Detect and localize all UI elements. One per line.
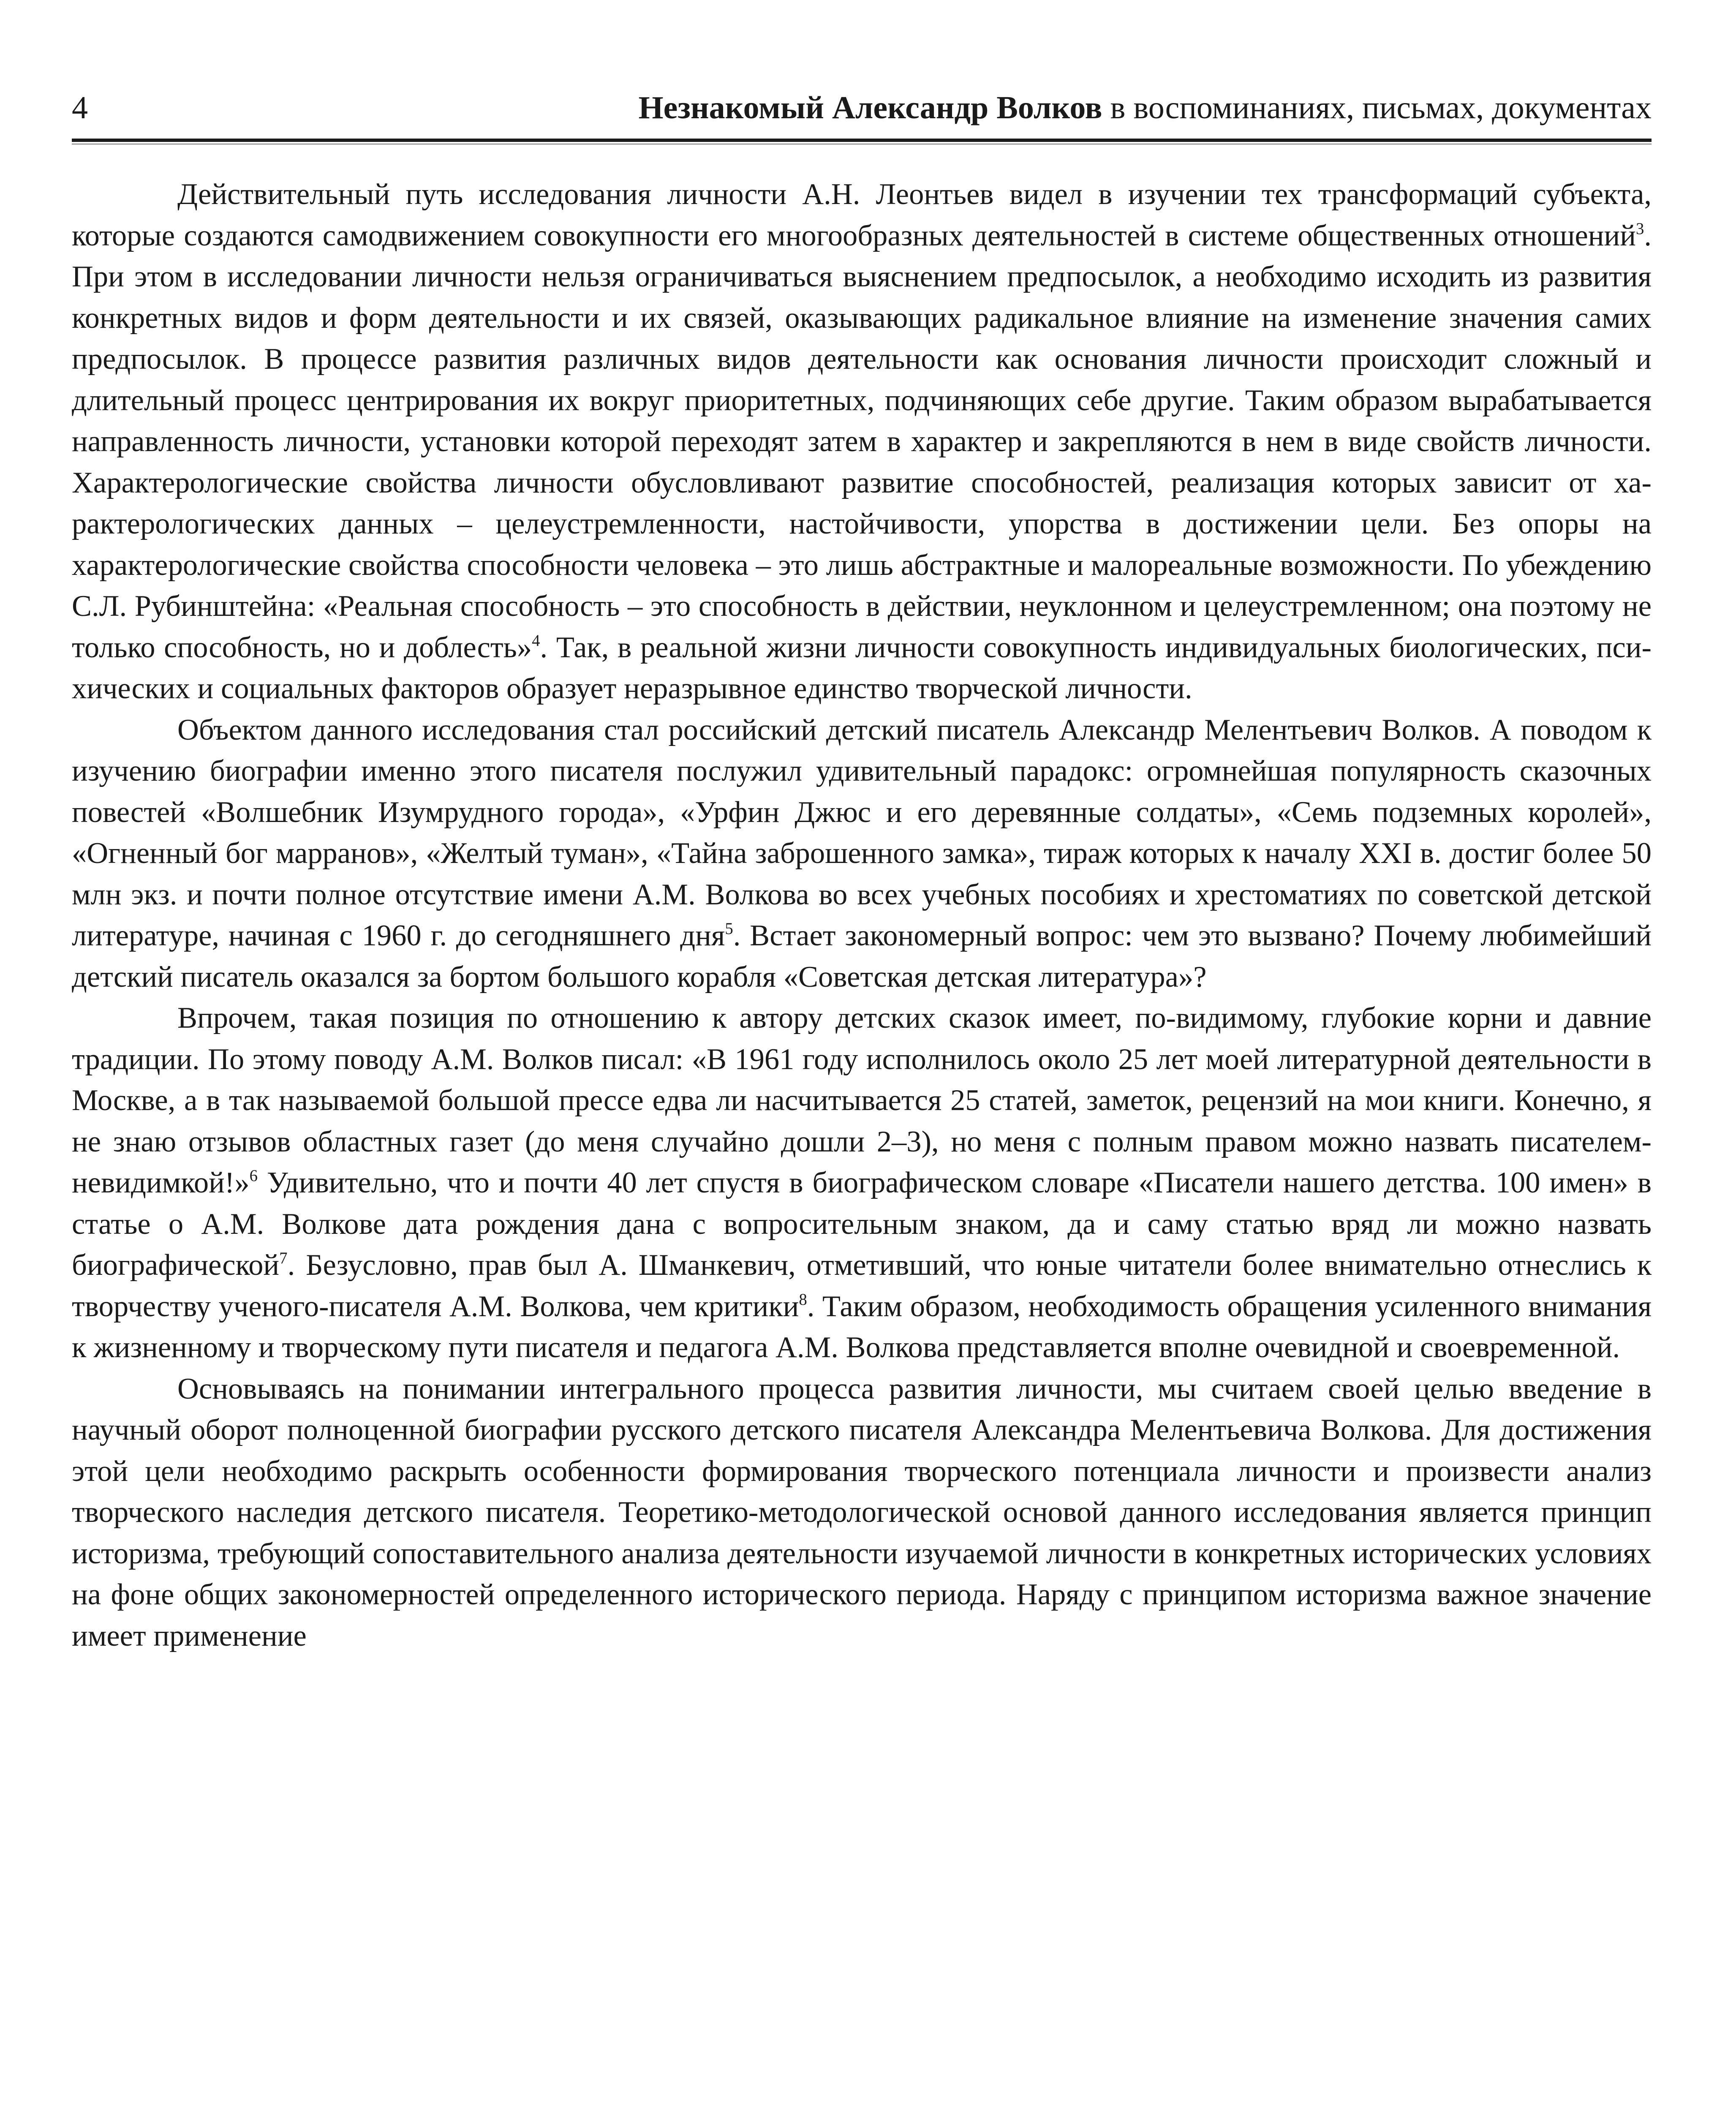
footnote-ref: 4 [532,631,540,650]
paragraph [72,1369,1652,1657]
paragraph-text: . При этом в исследовании личности нельзя ограничиваться выяснением предпосылок, а необходимо исходить из развития конкретных видов и форм деятельности и их связей, оказывающих радикальное влияние на изменение значения самих предпосылок. В процессе развития различных видов деятельности как основания личности происходит сложный и длительный процесс центрирования их вокруг приоритетных, подчиняющих себе другие. Таким образом вырабатывается направленность личности, установки которой переходят затем в характер и закрепляются в нем в виде свойств личности. Характерологические свойства личности обусловливают развитие способностей, реализация которых зависит от характерологических данных – целеустремленности, настойчивости, упорства в достижении цели. Без опоры на характерологические свойства способности человека – это лишь абстрактные и малореальные возможности. По убеждению С.Л. Рубинштейна: «Реальная способность – это способность в действии, неуклонном и целеустремленном; она поэтому не только способность, но и доблесть» [72,219,1652,664]
paragraph-text: . Безусловно, прав был А. Шманкевич, отметивший, что юные читатели более внимательно отнеслись к творчеству ученого-писателя А.М. Волкова, чем критики [72,1249,1652,1323]
footnote-ref: 8 [799,1290,807,1309]
paragraph-text: Действительный путь исследования личности А.Н. Леонтьев видел в изучении тех трансформаций субъекта, которые создаются самодвижением совокупности его многообразных деятельностей в системе общественных отношений [72,178,1652,252]
paragraph-text: . Так, в реальной жизни личности совокупность индивидуальных биологических, психических и социальных факторов образует неразрывное единство творческой личности. [72,631,1652,705]
book-title-bold: Незнакомый Александр Волков [638,90,1102,125]
paragraph-text: . Таким образом, необходимость обращения усиленного внимания к жизненному и творческому пути писателя и педагога А.М. Волкова представляется вполне очевидной и своевременной. [72,1290,1652,1364]
page-number: 4 [72,90,88,125]
footnote-ref: 6 [249,1166,258,1185]
footnote-ref: 3 [1635,219,1644,238]
paragraph-text: . Встает закономерный вопрос: чем это вызвано? Почему любимейший детский писатель оказался за бортом большого корабля «Советская детская литература»? [72,919,1652,993]
paragraph-text: Объектом данного исследования стал российский детский писатель Александр Мелентьевич Волков. А поводом к изучению биографии именно этого писателя послужил удивительный парадокс: огромнейшая популярность сказочных повестей «Волшебник Изумрудного города», «Урфин Джюс и его деревянные солдаты», «Семь подземных королей», «Огненный бог марранов», «Желтый туман», «Тайна заброшенного замка», тираж которых к началу XXI в. достиг более 50 млн экз. и почти полное отсутствие имени А.М. Волкова во всех учебных пособиях и хрестоматиях по советской детской литературе, начиная с 1960 г. до сегодняшнего дня [72,713,1652,952]
paragraph [72,174,1652,710]
running-head [72,80,1652,135]
footnote-ref: 5 [725,919,733,938]
book-page [72,80,1652,1657]
header-rule [72,139,1652,144]
paragraph-text: Впрочем, такая позиция по отношению к автору детских сказок имеет, по-видимому, глубокие корни и давние традиции. По этому поводу А.М. Волков писал: «В 1961 году исполнилось около 25 лет моей литературной деятельности в Москве, а в так называемой большой прессе едва ли насчитывается 25 статей, заметок, рецензий на мои книги. Конечно, я не знаю отзывов областных газет (до меня случайно дошли 2–3), но меня с полным правом можно назвать писателем-невидимкой!» [72,1002,1652,1199]
paragraph-text: Удивительно, что и почти 40 лет спустя в биографическом словаре «Писатели нашего детства. 100 имен» в статье о А.М. Волкове дата рождения дана с вопросительным знаком, да и саму статью вряд ли можно назвать биографической [72,1166,1652,1282]
paragraph [72,710,1652,998]
paragraph [72,998,1652,1369]
running-head-title [639,80,1652,135]
paragraph-text: Основываясь на понимании интегрального процесса развития личности, мы считаем своей целью введение в научный оборот полноценной биографии русского детского писателя Александра Мелентьевича Волкова. Для достижения этой цели необходимо раскрыть особенности формирования творческого потенциала личности и произвести анализ творческого наследия детского писателя. Теоретико-методологической основой данного исследования является принцип историзма, требующий сопоставительного анализа деятельности изучаемой личности в конкретных исторических условиях на фоне общих закономерностей определенного исторического периода. Наряду с принципом историзма важное значение имеет применение [72,1372,1652,1652]
footnote-ref: 7 [279,1249,288,1267]
body-text [72,174,1652,1657]
book-title-subtitle: в воспоминаниях, письмах, документах [1102,90,1652,125]
